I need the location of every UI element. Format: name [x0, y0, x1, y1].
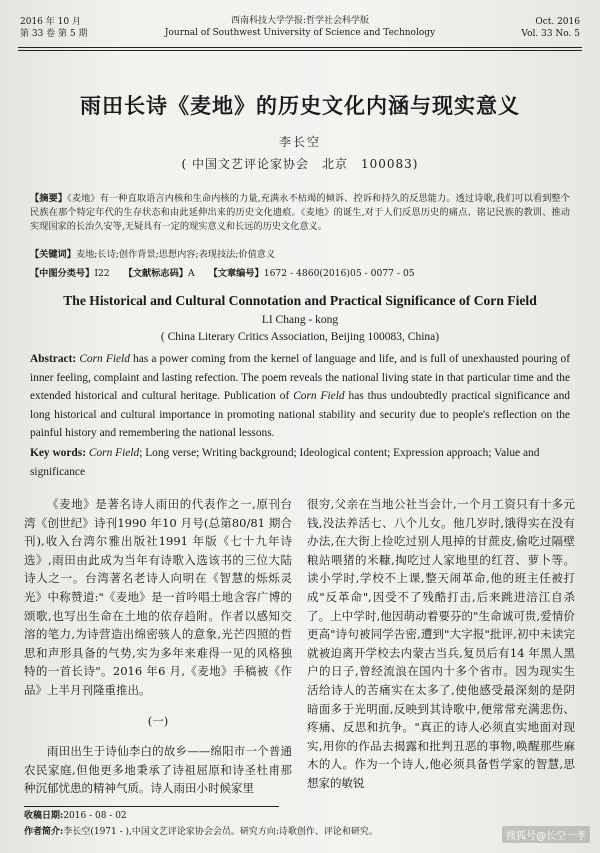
class-value: I22 [94, 268, 110, 279]
keywords-text: 麦地;长诗;创作背景;思想内容;表现技法;价值意义 [75, 249, 276, 260]
received-value: 2016 - 08 - 02 [63, 811, 127, 821]
body-column-right [307, 495, 575, 793]
english-title: The Historical and Cultural Connotation and Practical Significance of Corn Field [63, 293, 537, 308]
volume-issue-cn: 第 33 卷 第 5 期 [20, 29, 88, 39]
header-rule-thin [18, 50, 582, 51]
english-abstract-label: Abstract [30, 353, 73, 365]
body-paragraph: 很穷,父亲在当地公社当会计,一个月工资只有十多元钱,没法养活七、八个儿女。他几岁时,饿得实在没有办法,在大街上捡吃过别人甩掉的甘蔗皮,偷吃过隔壁粮站喂猪的米糠,掏吃过人家地里的红苕、萝卜等。读小学时,学校不上课,整天闹革命,他的班主任被打成"反革命",因受不了残酷打击,后来跳进涪江自杀了。上中学时,他因萌动着要芬的"生命诚可贵,爱情价更高"诗句被同学告密,遭到"大字报"批评,初中未读完就被迫离开学校去内蒙古当兵,复员后有14 年黑人黑户的日子,曾经流浪在国内十多个省市。因为现实生活给诗人的苦痛实在太多了,使他感受最深刻的是阴暗面多于光明面,反映到其诗歌中,便常常充满悲伤、疼痛、反思和抗争。"真正的诗人必须直实地面对现实,用你的作品去揭露和批判丑恶的事物,唤醒那些麻木的人。作为一个诗人,他必须具备哲学家的智慧,思想家的敏锐 [307, 497, 575, 790]
running-header [20, 12, 580, 50]
author-name: 李长空 [278, 135, 321, 149]
doc-code-value: A [187, 268, 195, 279]
classification-row [30, 265, 570, 279]
english-keywords-label: Key words [30, 447, 83, 459]
article-number-value: 1672 - 4860(2016)05 - 0077 - 05 [263, 268, 415, 279]
body-column-left [24, 495, 292, 798]
received-label: 收稿日期: [24, 811, 64, 821]
body-paragraph: 雨田出生于诗仙李白的故乡——绵阳市一个普通农民家庭,但他更多地秉承了诗祖屈原和诗圣杜甫那种沉郁忧患的精神气质。诗人雨田小时候家里 [24, 744, 292, 796]
author-affiliation: ( 中国文艺评论家协会 北京 100083) [181, 157, 419, 171]
issue-date-cn: 2016 年 10 月 [20, 17, 81, 27]
bio-value: 李长空(1971 - ),中国文艺评论家协会会员。研究方向:诗歌创作、评论和研究。 [63, 827, 378, 837]
journal-name-en: Journal of Southwest University of Science and Technology [164, 28, 436, 38]
keywords-label: 【关键词】 [30, 249, 76, 260]
header-rule-thick [18, 47, 582, 48]
article-number-label: 【文章编号】 [208, 268, 264, 279]
header-right [521, 16, 580, 40]
english-keywords-title-ref: Corn Field [88, 447, 140, 459]
english-abstract-title-ref: Corn Field [79, 353, 130, 365]
article-title: 雨田长诗《麦地》的历史文化内涵与现实意义 [80, 94, 520, 118]
english-abstract-text-2: has thus undoubtedly practical significance and long historical and cultural importance in promoting national stability and security due to people's reflection on the painful history and remembering the national lessons. [30, 390, 571, 439]
footnote-received [24, 810, 127, 823]
class-label: 【中图分类号】 [30, 268, 95, 279]
english-abstract-title-ref-2: Corn Field [293, 390, 345, 402]
english-affiliation: ( China Literary Critics Association, Beijing 100083, China) [160, 331, 440, 343]
chinese-abstract [30, 192, 570, 234]
english-abstract: Abstract: Corn Field has a power coming from the kernel of language and life, and is full of unexhausted pouring of inner feeling, complaint and lasting refection. The poem reveals the national living state in that particular time and the extended historical and cultural heritage. Publication of Corn Field has thus undoubtedly practical significance and long historical and cultural importance in promoting national stability and security due to people's reflection on the painful history and remembering the national lessons. [30, 353, 571, 439]
english-author: LI Chang - kong [261, 314, 339, 326]
volume-issue-en: Vol. 33 No. 5 [521, 29, 580, 39]
doc-code-label: 【文献标志码】 [123, 268, 188, 279]
english-keywords: Key words: Corn Field; Long verse; Writing background; Ideological content; Expression approach; Value and significance [30, 447, 540, 478]
english-abstract-text-1: has a power coming from the kernel of language and life, and is full of unexhausted pouring of inner feeling, complaint and lasting refection. The poem reveals the national living state in that particular time and the extended historical and cultural heritage. Publication of [30, 353, 570, 402]
issue-date-en: Oct. 2016 [535, 17, 580, 27]
header-center [20, 15, 580, 39]
abstract-text: 《麦地》有一种直取语言内核和生命内核的力量,充满永不枯竭的倾诉、控诉和持久的反思能力。透过诗歌,我们可以看到整个民族在那个特定年代的生存状态和由此延伸出来的历史文化遗痕。《麦地》的诞生,对于人们反思历史的痛点、铭记民族的教训、推动实现国家的长治久安等,无疑具有一定的现实意义和长远的历史文化意义。 [30, 193, 570, 232]
english-keywords-text: ; Long verse; Writing background; Ideological content; Expression approach; Value and significance [30, 447, 540, 478]
footnote-rule [24, 806, 279, 807]
chinese-keywords [30, 248, 570, 262]
abstract-label: 【摘要】 [30, 193, 68, 204]
bio-label: 作者简介: [24, 827, 64, 837]
journal-name-cn: 西南科技大学学报:哲学社会科学版 [230, 16, 370, 26]
watermark: 搜狐号@长空一孝 [502, 826, 590, 843]
footnote-author-bio [24, 826, 378, 839]
section-heading: (一) [147, 713, 169, 728]
body-paragraph: 《麦地》是著名诗人雨田的代表作之一,原刊台湾《创世纪》诗刊1990 年10 月号(总第80/81 期合刊),收入台湾尔雅出版社1991 年版《七十九年诗选》,雨田由此成为当年有诗歌入选该书的三位大陆诗人之一。台湾著名老诗人向明在《智慧的烁烁灵光》中称赞道:"《麦地》是一首吟唱土地含容广博的颂歌,也写出生命在土地的依存趋附。作者以感知交溶的笔力,为诗营造出绵密骇人的意象,光芒四照的哲思和声形具备的气势,实为多年来难得一见的风格独特的一首长诗"。2016 年6 月,《麦地》手稿被《作品》上半月刊隆重推出。 [24, 497, 292, 697]
